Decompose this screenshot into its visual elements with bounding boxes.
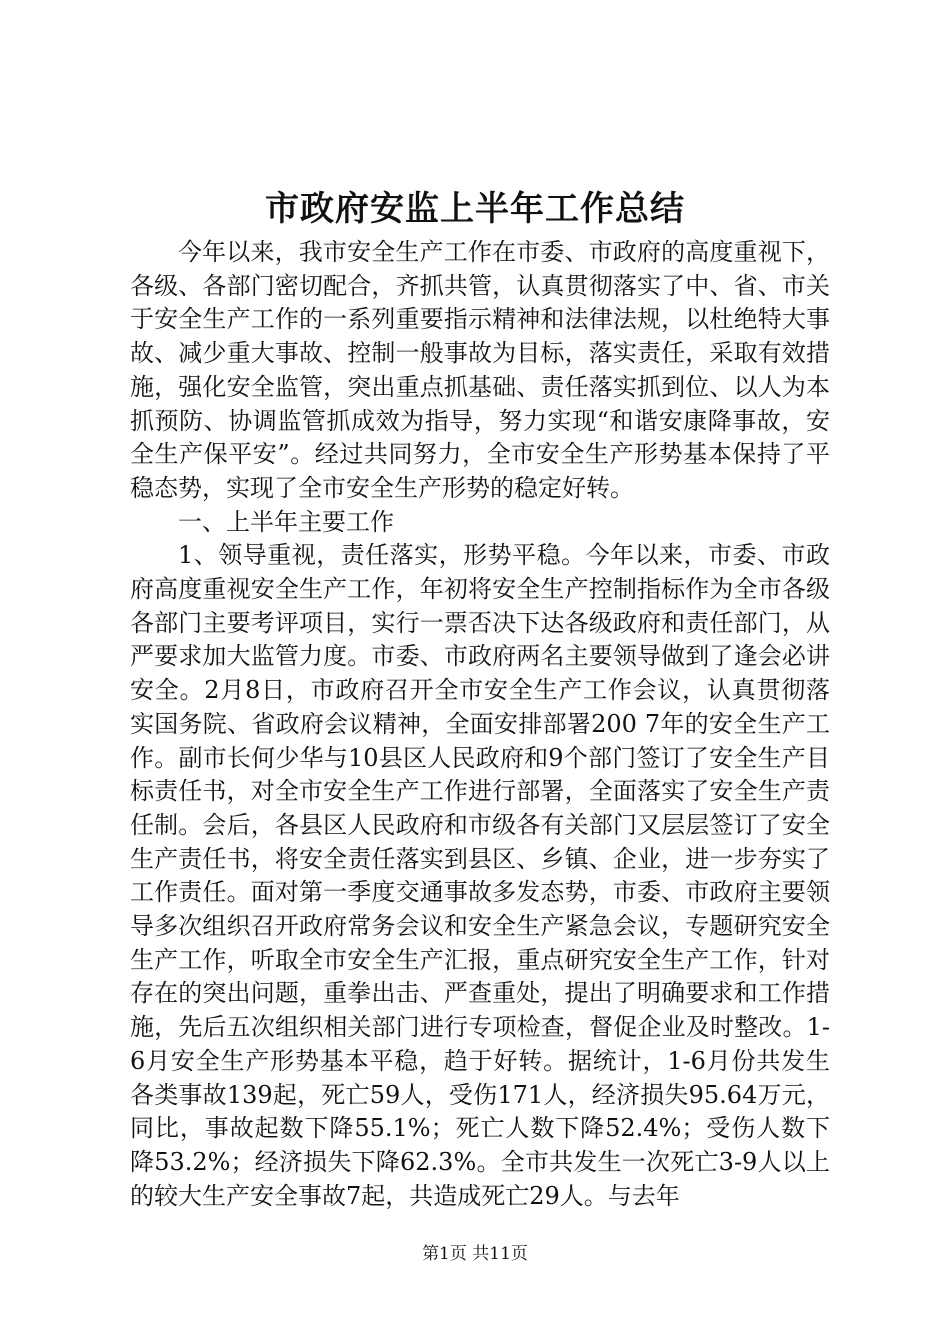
page-number-footer: 第1页 共11页 — [422, 1244, 528, 1264]
document-body — [130, 236, 830, 1213]
intro-paragraph: 今年以来，我市安全生产工作在市委、市政府的高度重视下，各级、各部门密切配合，齐抓共管，认真贯彻落实了中、省、市关于安全生产工作的一系列重要指示精神和法律法规，以杜绝特大事故、减少重大事故、控制一般事故为目标，落实责任，采取有效措施，强化安全监管，突出重点抓基础、责任落实抓到位、以人为本抓预防、协调监管抓成效为指导，努力实现“和谐安康降事故，安全生产保平安”。经过共同努力，全市安全生产形势基本保持了平稳态势，实现了全市安全生产形势的稳定好转。 — [130, 238, 830, 502]
section-heading: 一、上半年主要工作 — [178, 507, 394, 536]
body-paragraph: 1、领导重视，责任落实，形势平稳。今年以来，市委、市政府高度重视安全生产工作，年初将安全生产控制指标作为全市各级各部门主要考评项目，实行一票否决下达各级政府和责任部门，从严要求加大监管力度。市委、市政府两名主要领导做到了逢会必讲安全。2月8日，市政府召开全市安全生产工作会议，认真贯彻落实国务院、省政府会议精神，全面安排部署200 7年的安全生产工作。副市长何少华与10县区人民政府和9个部门签订了安全生产目标责任书，对全市安全生产工作进行部署，全面落实了安全生产责任制。会后，各县区人民政府和市级各有关部门又层层签订了安全生产责任书，将安全责任落实到县区、乡镇、企业，进一步夯实了工作责任。面对第一季度交通事故多发态势，市委、市政府主要领导多次组织召开政府常务会议和安全生产紧急会议，专题研究安全生产工作，听取全市安全生产汇报，重点研究安全生产工作，针对存在的突出问题，重拳出击、严查重处，提出了明确要求和工作措施，先后五次组织相关部门进行专项检查，督促企业及时整改。1-6月安全生产形势基本平稳，趋于好转。据统计，1-6月份共发生各类事故139起，死亡59人，受伤171人，经济损失95.64万元，同比，事故起数下降55.1%；死亡人数下降52.4%；受伤人数下降53.2%；经济损失下降62.3%。全市共发生一次死亡3-9人以上的较大生产安全事故7起，共造成死亡29人。与去年 — [130, 541, 830, 1210]
document-title: 市政府安监上半年工作总结 — [265, 189, 685, 229]
